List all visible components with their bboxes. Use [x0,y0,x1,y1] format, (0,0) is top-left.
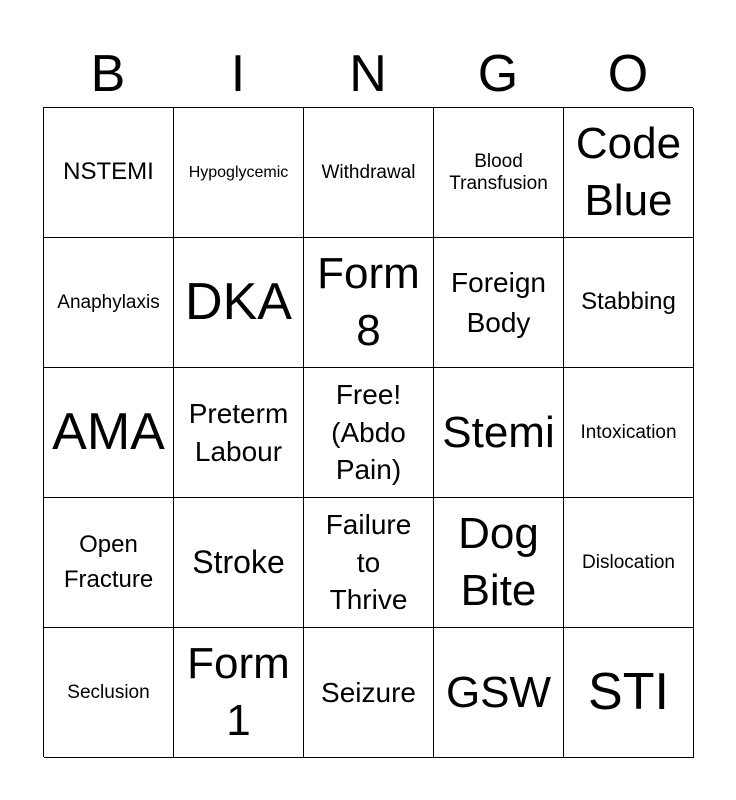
bingo-cell[interactable] [564,108,694,238]
bingo-cell[interactable] [44,238,174,368]
cell-label: Dislocation [582,551,675,573]
cell-label: Free! (Abdo Pain) [331,378,406,486]
cell-label: NSTEMI [63,158,154,186]
cell-label: Stroke [192,543,285,580]
cell-label: Preterm Labour [188,397,289,467]
bingo-cell[interactable] [174,108,304,238]
cell-label: Anaphylaxis [57,291,160,313]
header-letter-b: B [90,45,126,103]
cell-label: DKA [185,273,292,332]
header-letter-o: O [607,45,649,103]
cell-label: Withdrawal [321,161,416,183]
cell-label: STI [588,663,669,722]
cell-label: GSW [445,667,552,717]
cell-label: Form 8 [317,249,420,355]
cell-label: Intoxication [580,421,677,443]
bingo-cell[interactable] [304,108,434,238]
bingo-cell[interactable] [174,238,304,368]
header-letter-g: G [477,45,519,103]
bingo-board [43,107,693,757]
bingo-cell[interactable] [564,498,694,628]
cell-label: Hypoglycemic [188,163,289,181]
bingo-cell[interactable] [564,628,694,758]
free-cell[interactable] [304,368,434,498]
bingo-cell[interactable] [174,498,304,628]
cell-label: Stemi [442,407,555,457]
bingo-cell[interactable] [434,628,564,758]
bingo-cell[interactable] [564,238,694,368]
bingo-cell[interactable] [44,498,174,628]
cell-label: Blood Transfusion [449,151,548,194]
bingo-cell[interactable] [304,498,434,628]
bingo-cell[interactable] [564,368,694,498]
cell-label: Form 1 [187,639,290,745]
bingo-cell[interactable] [434,108,564,238]
bingo-cell[interactable] [44,108,174,238]
cell-label: Code Blue [575,119,682,225]
cell-label: Stabbing [581,288,676,316]
header-letter-n: N [349,45,387,103]
cell-label: Dog Bite [458,509,539,615]
bingo-cell[interactable] [174,628,304,758]
bingo-cell[interactable] [174,368,304,498]
header-letter-i: I [230,45,246,103]
cell-label: Seizure [321,676,416,708]
cell-label: Failure to Thrive [325,508,412,616]
cell-label: Seclusion [67,681,150,703]
bingo-cell[interactable] [434,368,564,498]
cell-label: Foreign Body [451,266,546,338]
bingo-cell[interactable] [44,368,174,498]
bingo-cell[interactable] [304,628,434,758]
bingo-cell[interactable] [434,238,564,368]
bingo-header [43,44,693,104]
bingo-cell[interactable] [44,628,174,758]
cell-label: AMA [52,403,165,462]
cell-label: Open Fracture [63,530,154,593]
bingo-cell[interactable] [304,238,434,368]
bingo-cell[interactable] [434,498,564,628]
